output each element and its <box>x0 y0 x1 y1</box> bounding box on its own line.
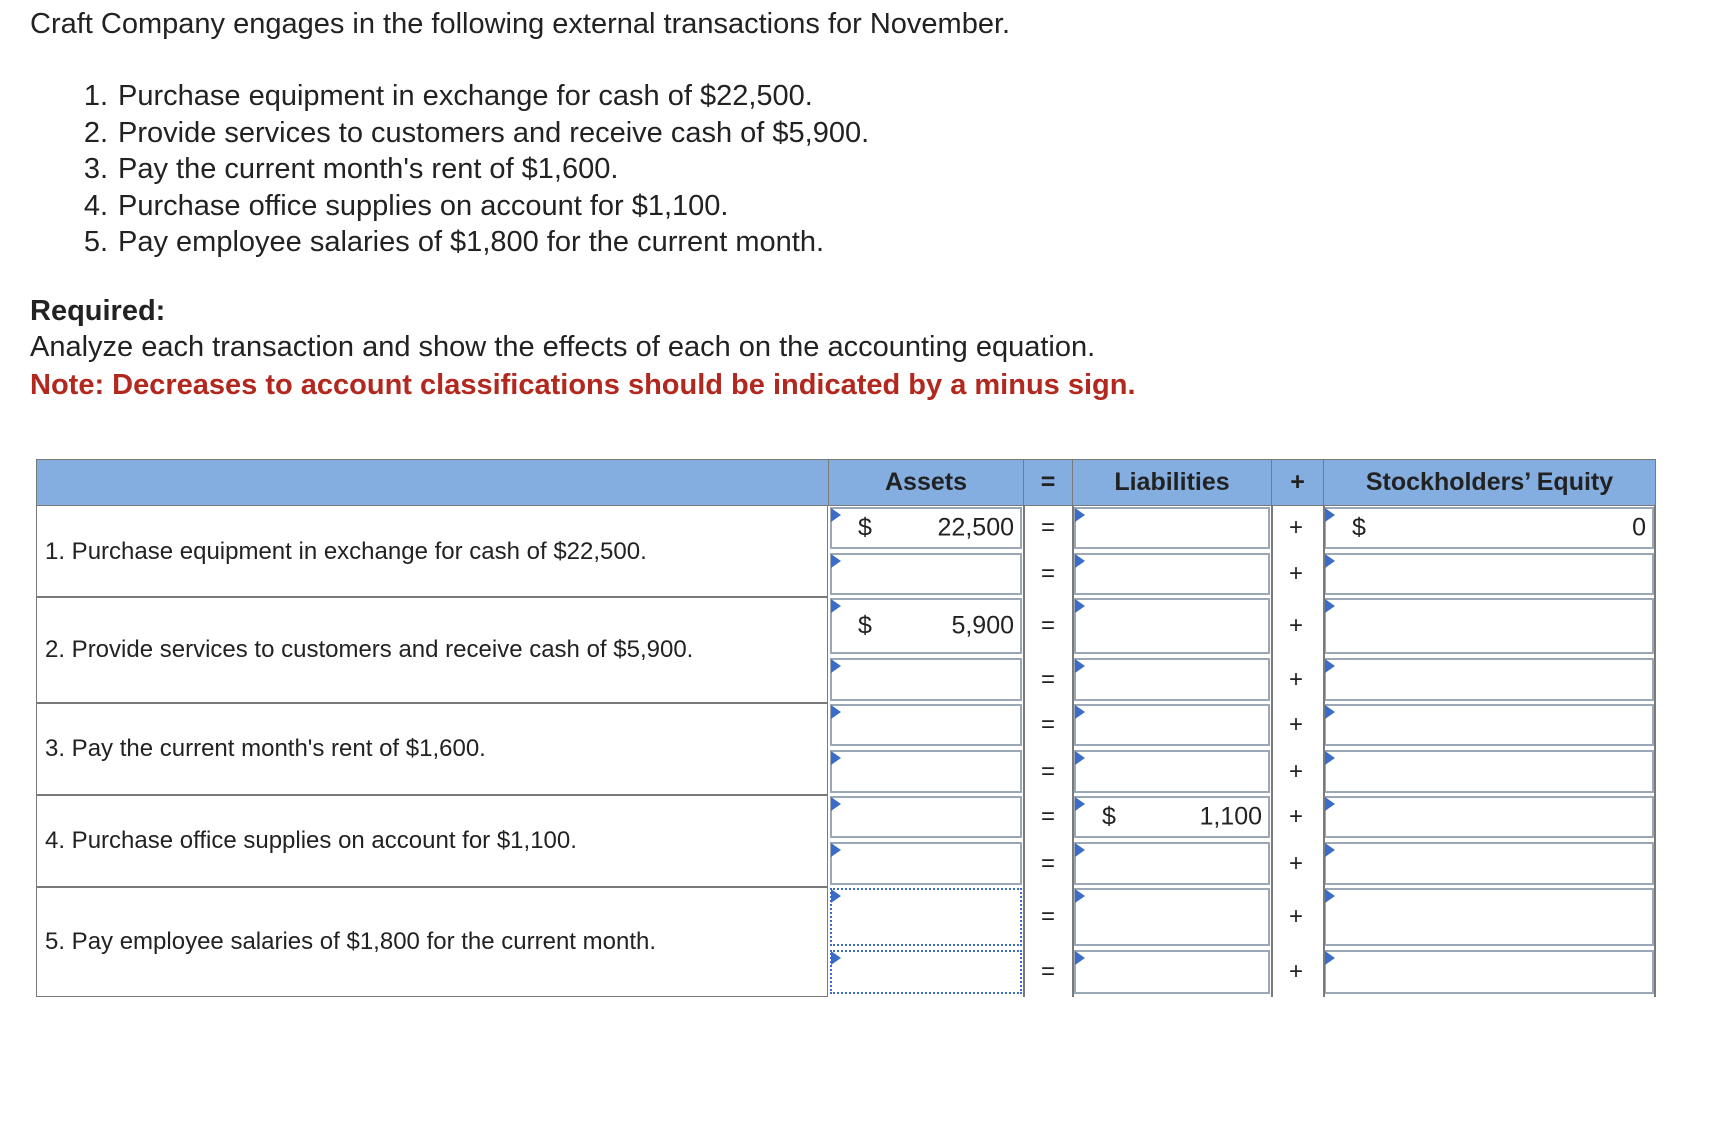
liabilities-input[interactable] <box>1074 553 1270 595</box>
amount-value: 0 <box>1632 513 1646 542</box>
assets-input[interactable] <box>830 704 1022 746</box>
amount-value: 1,100 <box>1199 802 1262 831</box>
equals-operator: = <box>1040 903 1055 930</box>
plus-operator: + <box>1288 560 1303 587</box>
equity-input[interactable] <box>1324 598 1654 654</box>
dropdown-marker-icon <box>831 751 841 765</box>
plus-operator: + <box>1288 903 1303 930</box>
amount-value: 22,500 <box>937 513 1014 542</box>
dropdown-marker-icon <box>1075 705 1085 719</box>
equals-operator: = <box>1040 958 1055 985</box>
plus-operator: + <box>1288 958 1303 985</box>
dropdown-marker-icon <box>831 659 841 673</box>
transaction-description: 4. Purchase office supplies on account for $1,100. <box>36 794 828 888</box>
plus-operator: + <box>1288 514 1303 541</box>
transaction-description: 2. Provide services to customers and receive cash of $5,900. <box>36 596 828 704</box>
assets-input[interactable] <box>830 553 1022 595</box>
dropdown-marker-icon <box>1325 843 1335 857</box>
header-plus: + <box>1271 459 1324 506</box>
dropdown-marker-icon <box>831 797 841 811</box>
dropdown-marker-icon <box>831 599 841 613</box>
dropdown-marker-icon <box>1075 951 1085 965</box>
liabilities-input[interactable] <box>1074 658 1270 701</box>
equity-input[interactable] <box>1324 750 1654 793</box>
list-item: 1. Purchase equipment in exchange for cash of $22,500. <box>83 80 813 112</box>
dollar-sign: $ <box>858 513 872 542</box>
liabilities-input[interactable] <box>1074 796 1270 838</box>
equity-input[interactable] <box>1324 796 1654 838</box>
equals-operator: = <box>1040 514 1055 541</box>
note-text: Note: Decreases to account classifications should be indicated by a minus sign. <box>30 369 1136 401</box>
dropdown-marker-icon <box>1325 508 1335 522</box>
dropdown-marker-icon <box>831 508 841 522</box>
dropdown-marker-icon <box>831 554 841 568</box>
dropdown-marker-icon <box>1075 797 1085 811</box>
intro-text: Craft Company engages in the following external transactions for November. <box>30 8 1011 40</box>
plus-operator: + <box>1288 665 1303 693</box>
column-divider <box>1072 505 1074 997</box>
dropdown-marker-icon <box>1075 659 1085 673</box>
dropdown-marker-icon <box>1075 554 1085 568</box>
liabilities-input[interactable] <box>1074 950 1270 994</box>
dropdown-marker-icon <box>1075 508 1085 522</box>
liabilities-input[interactable] <box>1074 598 1270 654</box>
equals-operator: = <box>1040 757 1055 785</box>
plus-operator: + <box>1288 711 1303 738</box>
dropdown-marker-icon <box>1325 659 1335 673</box>
assets-input[interactable] <box>830 507 1022 549</box>
plus-operator: + <box>1288 849 1303 877</box>
column-divider <box>1654 505 1656 997</box>
equals-operator: = <box>1040 849 1055 877</box>
transaction-list <box>60 78 869 261</box>
liabilities-input[interactable] <box>1074 750 1270 793</box>
assets-input[interactable] <box>830 888 1022 946</box>
plus-operator: + <box>1288 803 1303 830</box>
equals-operator: = <box>1040 665 1055 693</box>
liabilities-input[interactable] <box>1074 888 1270 946</box>
dropdown-marker-icon <box>831 889 841 903</box>
equity-input[interactable] <box>1324 842 1654 885</box>
equity-input[interactable] <box>1324 950 1654 994</box>
column-divider <box>1323 505 1325 997</box>
assets-input[interactable] <box>830 796 1022 838</box>
equals-operator: = <box>1040 560 1055 587</box>
liabilities-input[interactable] <box>1074 842 1270 885</box>
dropdown-marker-icon <box>1075 599 1085 613</box>
dropdown-marker-icon <box>1325 889 1335 903</box>
amount-value: 5,900 <box>951 611 1014 640</box>
accounting-equation-table <box>36 459 1656 1001</box>
column-divider <box>1023 505 1025 997</box>
assets-input[interactable] <box>830 950 1022 994</box>
liabilities-input[interactable] <box>1074 704 1270 746</box>
equity-input[interactable] <box>1324 658 1654 701</box>
dropdown-marker-icon <box>831 705 841 719</box>
column-divider <box>1271 505 1273 997</box>
required-text: Analyze each transaction and show the effects of each on the accounting equation. <box>30 331 1096 363</box>
list-item: 2. Provide services to customers and receive cash of $5,900. <box>83 116 870 149</box>
liabilities-input[interactable] <box>1074 507 1270 549</box>
dropdown-marker-icon <box>1075 751 1085 765</box>
header-equity: Stockholders’ Equity <box>1323 459 1656 506</box>
list-item: 3. Pay the current month's rent of $1,600. <box>83 153 619 185</box>
equals-operator: = <box>1040 803 1055 830</box>
dropdown-marker-icon <box>1075 889 1085 903</box>
dropdown-marker-icon <box>1075 843 1085 857</box>
dropdown-marker-icon <box>1325 797 1335 811</box>
plus-operator: + <box>1288 612 1303 639</box>
list-item: 5. Pay employee salaries of $1,800 for the current month. <box>83 226 825 258</box>
header-liabilities: Liabilities <box>1072 459 1272 506</box>
assets-input[interactable] <box>830 598 1022 654</box>
equals-operator: = <box>1040 612 1055 639</box>
dropdown-marker-icon <box>831 843 841 857</box>
equity-input[interactable] <box>1324 888 1654 946</box>
assets-input[interactable] <box>830 750 1022 793</box>
equity-input[interactable] <box>1324 704 1654 746</box>
assets-input[interactable] <box>830 842 1022 885</box>
assets-input[interactable] <box>830 658 1022 701</box>
header-assets: Assets <box>828 459 1024 506</box>
equals-operator: = <box>1040 711 1055 738</box>
transaction-description: 5. Pay employee salaries of $1,800 for the current month. <box>36 886 828 997</box>
dollar-sign: $ <box>1102 802 1116 831</box>
dropdown-marker-icon <box>1325 951 1335 965</box>
equity-input[interactable] <box>1324 553 1654 595</box>
header-equals: = <box>1023 459 1073 506</box>
equity-input[interactable] <box>1324 507 1654 549</box>
required-heading: Required: <box>30 295 166 327</box>
header-description <box>36 459 829 506</box>
dropdown-marker-icon <box>1325 705 1335 719</box>
transaction-description: 3. Pay the current month's rent of $1,600. <box>36 702 828 796</box>
dropdown-marker-icon <box>1325 599 1335 613</box>
dollar-sign: $ <box>1352 513 1366 542</box>
dollar-sign: $ <box>858 611 872 640</box>
dropdown-marker-icon <box>1325 751 1335 765</box>
list-item: 4. Purchase office supplies on account for $1,100. <box>83 189 729 222</box>
plus-operator: + <box>1288 757 1303 785</box>
dropdown-marker-icon <box>831 951 841 965</box>
dropdown-marker-icon <box>1325 554 1335 568</box>
transaction-description: 1. Purchase equipment in exchange for cash of $22,500. <box>36 505 828 598</box>
